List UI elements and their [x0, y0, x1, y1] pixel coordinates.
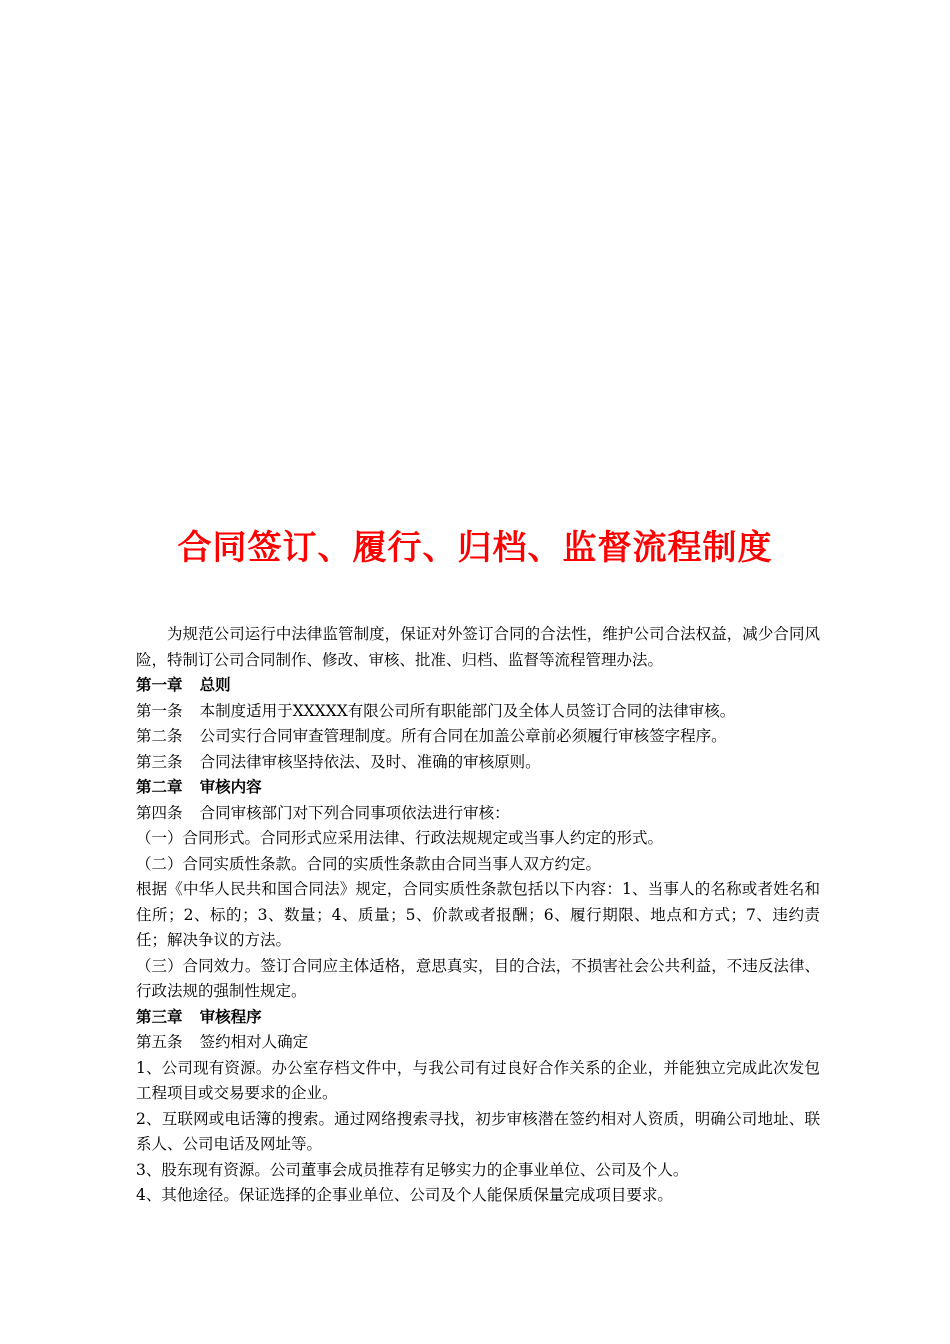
article-3	[136, 750, 820, 776]
chapter-3-heading	[136, 1005, 820, 1031]
chapter-1-heading	[136, 673, 820, 699]
review-item-1: （一）合同形式。合同形式应采用法律、行政法规规定或当事人约定的形式。	[136, 829, 664, 847]
article-5	[136, 1030, 820, 1056]
article-1	[136, 699, 820, 725]
chapter-3-title: 审核程序	[199, 1007, 262, 1026]
chapter-3-number: 第三章	[136, 1007, 183, 1026]
article-2	[136, 724, 820, 750]
counterparty-source-4: 4、其他途径。保证选择的企事业单位、公司及个人能保质保量完成项目要求。	[136, 1186, 673, 1204]
article-4-number: 第四条	[136, 803, 183, 822]
chapter-1-title: 总则	[199, 676, 231, 694]
article-1-number: 第一条	[136, 701, 183, 720]
counterparty-source-2: 2、互联网或电话簿的搜索。通过网络搜索寻找，初步审核潜在签约相对人资质，明确公司地址、联系人、公司电话及网址等。	[136, 1109, 820, 1153]
document-body	[136, 622, 820, 1209]
chapter-2-heading	[136, 775, 820, 801]
counterparty-source-3: 3、股东现有资源。公司董事会成员推荐有足够实力的企事业单位、公司及个人。	[136, 1160, 689, 1179]
article-2-text: 公司实行合同审查管理制度。所有合同在加盖公章前必须履行审核签字程序。	[199, 727, 727, 745]
article-5-text: 签约相对人确定	[199, 1033, 309, 1051]
review-item-2-detail: 根据《中华人民共和国合同法》规定，合同实质性条款包括以下内容：1、当事人的名称或者姓名和住所；2、标的；3、数量；4、质量；5、价款或者报酬；6、履行期限、地点和方式；7、违约责任；解决争议的方法。	[136, 880, 820, 949]
chapter-2-title: 审核内容	[199, 778, 262, 796]
article-4-text: 合同审核部门对下列合同事项依法进行审核：	[199, 803, 510, 822]
document-title: 合同签订、履行、归档、监督流程制度	[177, 528, 773, 568]
article-2-number: 第二条	[136, 727, 183, 745]
intro-paragraph: 为规范公司运行中法律监管制度，保证对外签订合同的合法性，维护公司合法权益，减少合同风险，特制订公司合同制作、修改、审核、批准、归档、监督等流程管理办法。	[136, 625, 820, 669]
counterparty-source-1: 1、公司现有资源。办公室存档文件中，与我公司有过良好合作关系的企业，并能独立完成此次发包工程项目或交易要求的企业。	[136, 1058, 820, 1102]
chapter-2-number: 第二章	[136, 778, 183, 796]
article-5-number: 第五条	[136, 1033, 183, 1051]
review-item-3: （三）合同效力。签订合同应主体适格，意思真实，目的合法，不损害社会公共利益，不违反法律、行政法规的强制性规定。	[136, 956, 820, 1000]
article-3-number: 第三条	[136, 752, 183, 771]
article-4	[136, 801, 820, 827]
article-3-text: 合同法律审核坚持依法、及时、准确的审核原则。	[199, 752, 541, 771]
review-item-2: （二）合同实质性条款。合同的实质性条款由合同当事人双方约定。	[136, 854, 602, 873]
article-1-text: 本制度适用于XXXXX有限公司所有职能部门及全体人员签订合同的法律审核。	[199, 701, 736, 720]
chapter-1-number: 第一章	[136, 676, 183, 694]
